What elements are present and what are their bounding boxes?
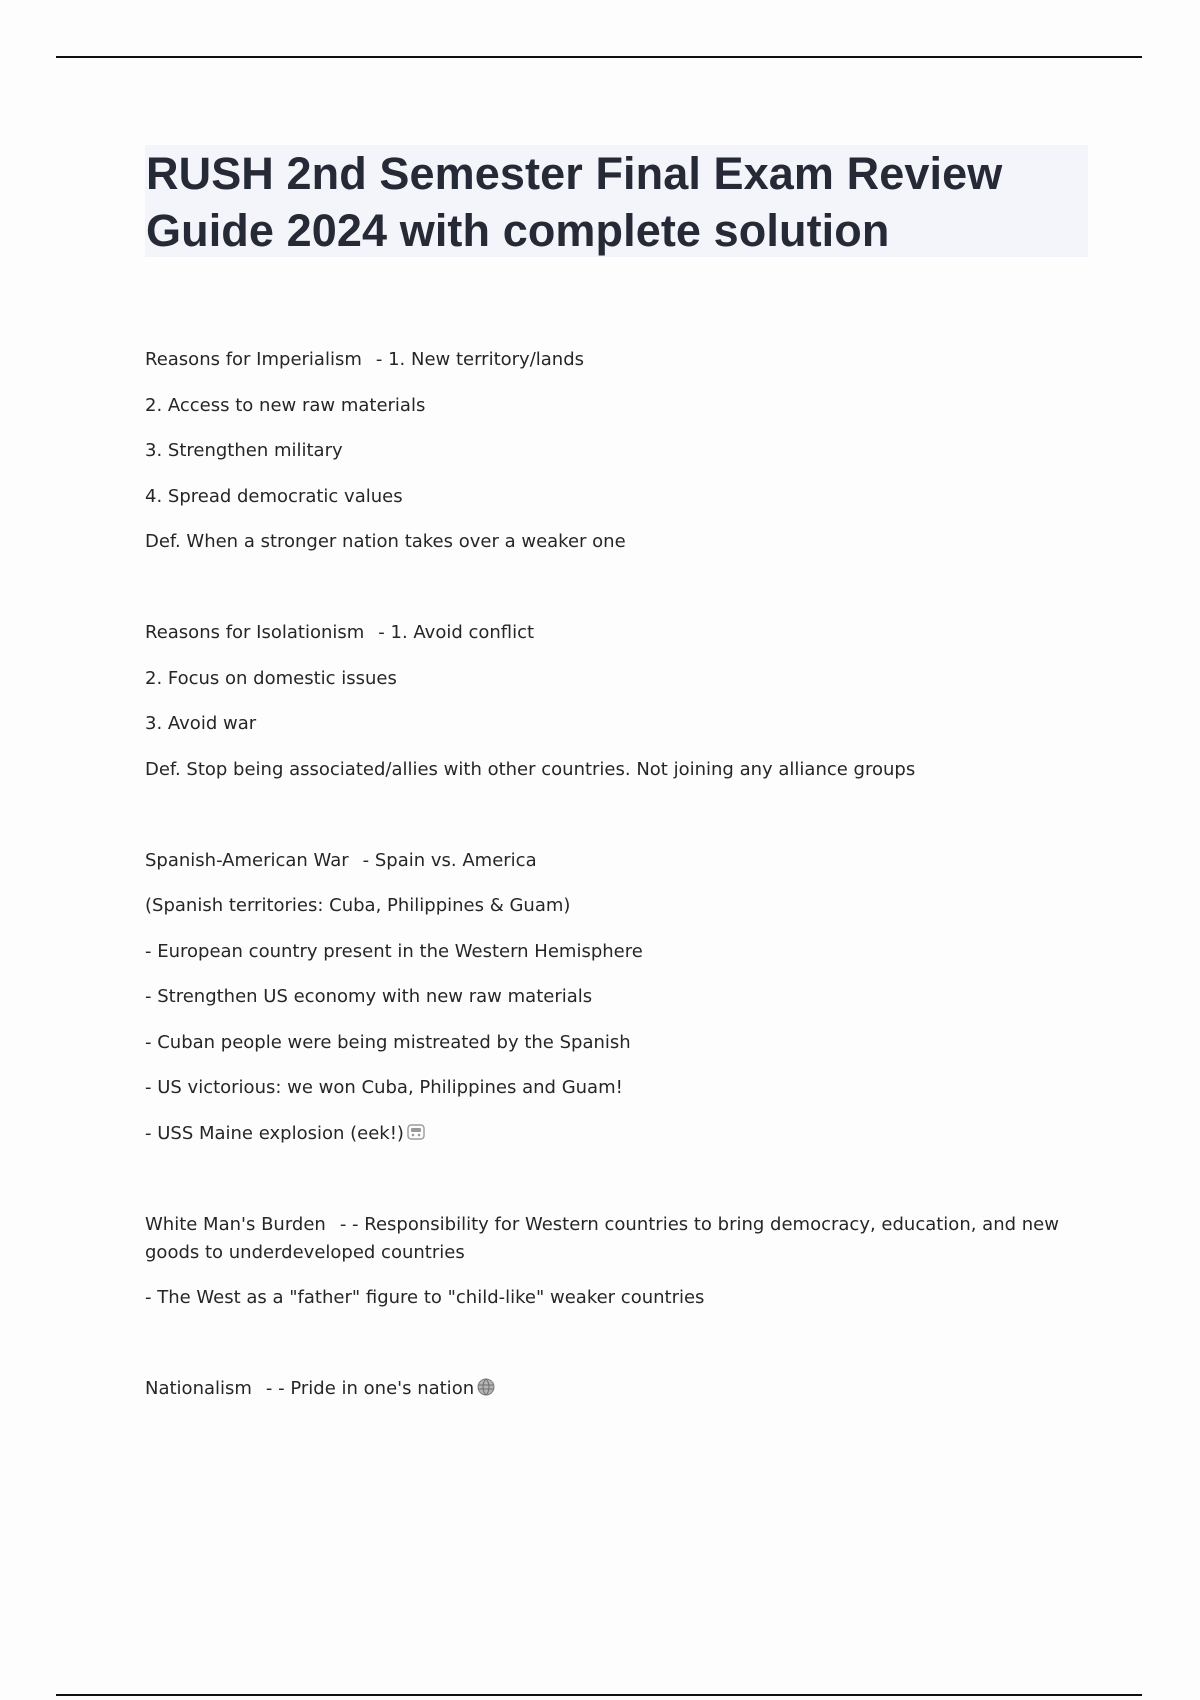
definition-line: Def. When a stronger nation takes over a weaker one bbox=[145, 531, 626, 552]
ship-emoji-icon bbox=[406, 1122, 426, 1151]
imperialism-entry bbox=[145, 346, 584, 374]
list-item: - US victorious: we won Cuba, Philippines and Guam! bbox=[145, 1077, 623, 1098]
white-mans-burden-entry bbox=[145, 1211, 1065, 1267]
globe-emoji-icon bbox=[476, 1377, 496, 1406]
top-rule bbox=[56, 56, 1142, 58]
definition-text: - 1. Avoid conflict bbox=[378, 622, 535, 643]
list-item bbox=[145, 1120, 426, 1151]
definition-text: - Spain vs. America bbox=[362, 850, 537, 871]
list-item: 2. Focus on domestic issues bbox=[145, 668, 397, 689]
definition-text: - - Pride in one's nation bbox=[265, 1378, 475, 1399]
list-item: 2. Access to new raw materials bbox=[145, 395, 426, 416]
list-item: 3. Avoid war bbox=[145, 713, 257, 734]
term-label: Nationalism bbox=[145, 1378, 252, 1399]
term-label: Spanish-American War bbox=[145, 850, 349, 871]
term-label: White Man's Burden bbox=[145, 1214, 326, 1235]
term-label: Reasons for Imperialism bbox=[145, 349, 362, 370]
nationalism-entry bbox=[145, 1375, 496, 1406]
definition-line: Def. Stop being associated/allies with other countries. Not joining any alliance groups bbox=[145, 759, 916, 780]
list-item: - The West as a "father" figure to "child-like" weaker countries bbox=[145, 1287, 705, 1308]
list-item: (Spanish territories: Cuba, Philippines & Guam) bbox=[145, 895, 571, 916]
bottom-rule bbox=[56, 1694, 1142, 1696]
list-item: - European country present in the Western Hemisphere bbox=[145, 941, 643, 962]
list-item: - Cuban people were being mistreated by the Spanish bbox=[145, 1032, 631, 1053]
page-title: RUSH 2nd Semester Final Exam Review Guide 2024 with complete solution bbox=[146, 148, 1003, 256]
definition-text: - - Responsibility for Western countries to bring democracy, education, and new goods to underdeveloped countries bbox=[145, 1214, 1059, 1263]
list-item: 3. Strengthen military bbox=[145, 440, 343, 461]
list-item: 4. Spread democratic values bbox=[145, 486, 403, 507]
term-label: Reasons for Isolationism bbox=[145, 622, 365, 643]
list-item-text: - USS Maine explosion (eek!) bbox=[145, 1123, 404, 1144]
isolationism-entry bbox=[145, 619, 534, 647]
spanish-american-war-entry bbox=[145, 847, 537, 875]
definition-text: - 1. New territory/lands bbox=[375, 349, 585, 370]
list-item: - Strengthen US economy with new raw materials bbox=[145, 986, 593, 1007]
